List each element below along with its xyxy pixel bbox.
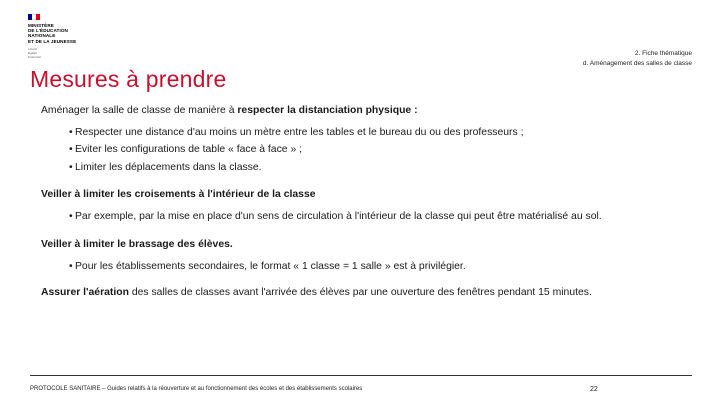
ventilation-bold: Assurer l'aération	[41, 286, 129, 298]
ministry-logo	[28, 14, 98, 59]
bullet-marker: •	[69, 144, 73, 156]
list-item-text: Par exemple, par la mise en place d'un sens de circulation à l'intérieur de la classe qui peut être matérialisé au sol.	[75, 210, 602, 222]
tricolor-flag-icon	[28, 14, 40, 20]
footer-divider	[30, 375, 692, 376]
list-item-text: Eviter les configurations de table « face à face » ;	[75, 144, 302, 156]
ventilation-rest: des salles de classes avant l'arrivée des élèves par une ouverture des fenêtres pendant 15 minutes.	[128, 286, 592, 298]
list-item	[69, 161, 691, 174]
list-item	[69, 143, 691, 156]
page-title: Mesures à prendre	[30, 66, 227, 92]
list-item	[69, 126, 691, 139]
intro-bold: respecter la distanciation physique :	[237, 105, 418, 116]
intro-paragraph	[41, 104, 691, 117]
list-item	[69, 210, 691, 223]
bullet-marker: •	[69, 161, 73, 173]
footer-text: PROTOCOLE SANITAIRE – Guides relatifs à la réouverture et au fonctionnement des écoles et des établissements scolaires	[30, 386, 363, 392]
section-heading-crossings: Veiller à limiter les croisements à l'intérieur de la classe	[41, 188, 316, 200]
section-heading-mixing: Veiller à limiter le brassage des élèves.	[41, 238, 233, 250]
bullet-marker: •	[69, 210, 73, 222]
bullet-marker: •	[69, 127, 73, 138]
page-number: 22	[590, 386, 598, 393]
bullet-marker: •	[69, 260, 73, 272]
ministry-name-line: NATIONALE	[28, 33, 56, 39]
crossings-list	[41, 210, 691, 223]
ministry-name-line: ET DE LA JEUNESSE	[28, 38, 77, 44]
intro-prefix: Aménager la salle de classe de manière à	[41, 105, 238, 116]
content-body	[41, 104, 691, 299]
ventilation-paragraph	[41, 286, 691, 299]
ministry-name	[28, 23, 98, 44]
list-item-text: Respecter une distance d'au moins un mètre entre les tables et le bureau du ou des professeurs ;	[75, 127, 524, 138]
ministry-name-line: MINISTÈRE	[28, 23, 54, 28]
marianne-flag-icon	[28, 14, 98, 20]
list-item-text: Limiter les déplacements dans la classe.	[75, 161, 262, 173]
distancing-list	[41, 126, 691, 174]
motto-line: Fraternité	[28, 54, 41, 59]
mixing-list	[41, 260, 691, 273]
ministry-name-line: DE L'ÉDUCATION	[28, 28, 68, 34]
motto-line: Égalité	[28, 50, 38, 55]
section-reference	[583, 49, 692, 69]
list-item	[69, 260, 691, 273]
republic-motto	[28, 47, 98, 59]
motto-line: Liberté	[28, 46, 38, 51]
subsection-label: d. Aménagement des salles de classe	[582, 60, 692, 67]
section-label: 2. Fiche thématique	[634, 50, 692, 57]
list-item-text: Pour les établissements secondaires, le format « 1 classe = 1 salle » est à privilégier.	[75, 260, 466, 272]
